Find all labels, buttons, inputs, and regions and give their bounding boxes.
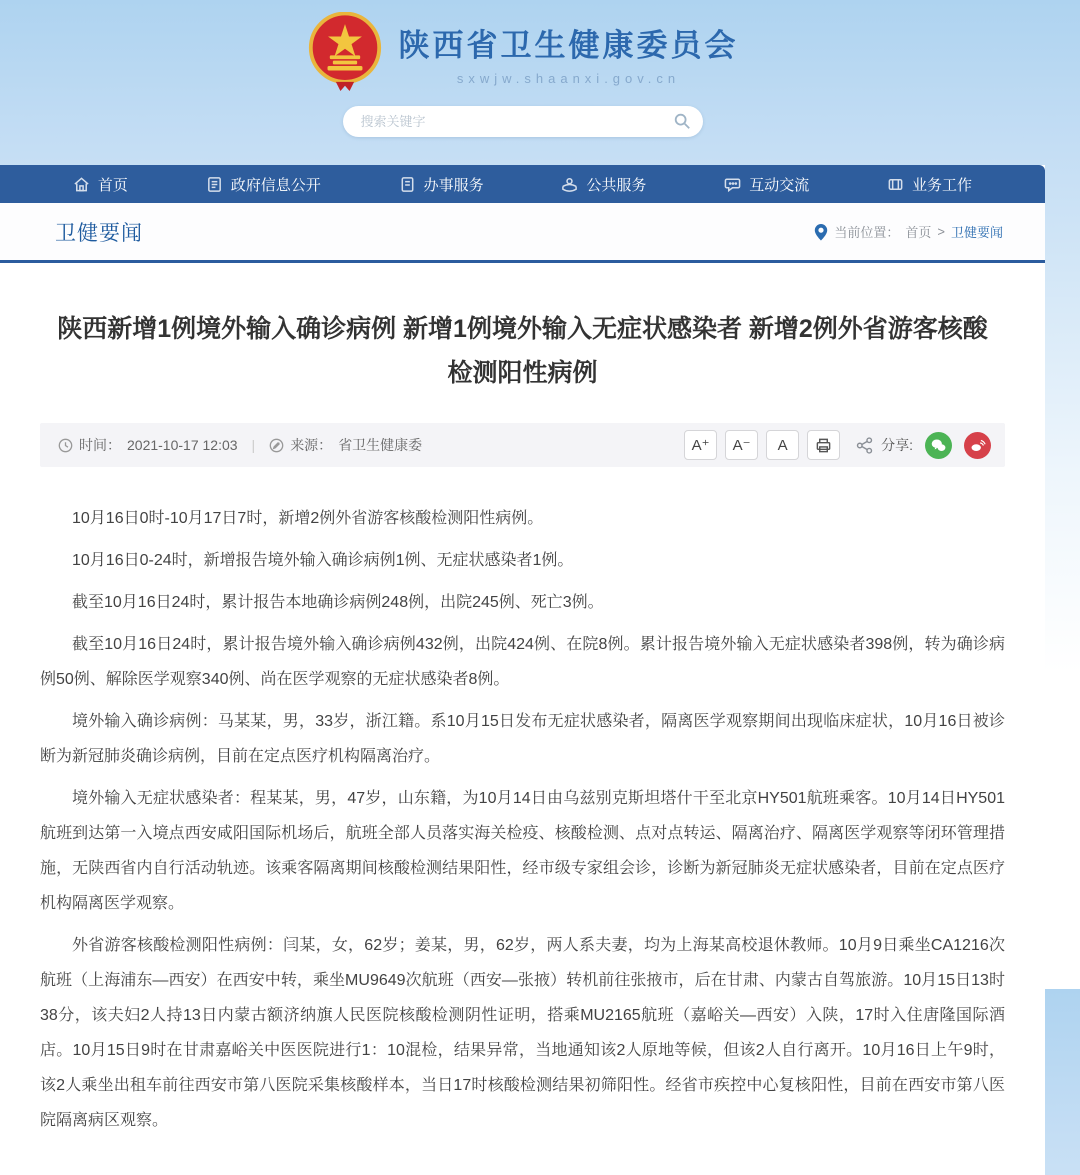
search-box: [343, 106, 703, 137]
nav-item-business[interactable]: [887, 174, 972, 195]
meta-left: [58, 435, 422, 455]
nav-label: 政府信息公开: [230, 176, 321, 194]
nav-item-public-service[interactable]: [561, 174, 646, 195]
source-label: 来源：: [290, 437, 333, 453]
font-reset-button[interactable]: A: [766, 430, 799, 460]
content-wrapper: [0, 165, 1045, 1175]
main-nav: [0, 165, 1045, 203]
printer-icon: [815, 437, 832, 454]
weibo-icon: [969, 437, 986, 454]
home-icon: [73, 176, 90, 193]
nav-item-home[interactable]: [73, 174, 128, 195]
font-smaller-button[interactable]: A⁻: [725, 430, 758, 460]
nav-item-info-disclosure[interactable]: [206, 174, 321, 195]
search-input[interactable]: [343, 114, 703, 129]
breadcrumb-home-link[interactable]: 首页: [905, 225, 932, 240]
article-paragraph: 10月16日0-24时，新增报告境外输入确诊病例1例、无症状感染者1例。: [72, 552, 574, 569]
breadcrumb: [814, 222, 1003, 241]
site-header: [0, 0, 1045, 165]
site-title: 陕西省卫生健康委员会: [398, 28, 739, 63]
article: [0, 307, 1045, 1175]
article-body: [40, 501, 1005, 1138]
section-title: 卫健要闻: [55, 221, 143, 245]
brand-text: [399, 20, 739, 86]
article-paragraph: 境外输入确诊病例：马某某，男，33岁，浙江籍。系10月15日发布无症状感染者，隔离医学观察期间出现临床症状，10月16日被诊断为新冠肺炎确诊病例，目前在定点医疗机构隔离治疗。: [40, 713, 1005, 765]
print-button[interactable]: [807, 430, 840, 460]
article-paragraph: 外省游客核酸检测阳性病例：闫某，女，62岁；姜某，男，62岁，两人系夫妻，均为上海某高校退休教师。10月9日乘坐CA1216次航班（上海浦东—西安）在西安中转，乘坐MU9649次航班（西安—张掖）转机前往张掖市，后在甘肃、内蒙古自驾旅游。10月15日13时38分，该夫妇2人持13日内蒙古额济纳旗人民医院核酸检测阴性证明，搭乘MU2165航班（嘉峪关—西安）入陕，17时入住唐隆国际酒店。10月15日9时在甘肃嘉峪关中医医院进行1：10混检，结果异常，当地通知该2人原地等候，但该2人自行离开。10月16日上午9时，该2人乘坐出租车前往西安市第八医院采集核酸样本，当日17时核酸检测结果初筛阳性。经省市疾控中心复核阳性，目前在西安市第八医院隔离病区观察。: [40, 937, 1005, 1129]
weibo-share-button[interactable]: [964, 432, 991, 459]
search-icon[interactable]: [673, 112, 691, 130]
article-paragraph: 截至10月16日24时，累计报告境外输入确诊病例432例，出院424例、在院8例。累计报告境外输入无症状感染者398例，转为确诊病例50例、解除医学观察340例、尚在医学观察的无症状感染者8例。: [40, 636, 1005, 688]
location-label: 当前位置：: [834, 225, 900, 240]
meta-right: [684, 430, 991, 460]
article-paragraph: 截至10月16日24时，累计报告本地确诊病例248例，出院245例、死亡3例。: [72, 594, 604, 611]
nav-item-work-service[interactable]: [399, 174, 484, 195]
business-icon: [887, 176, 904, 193]
share-label: 分享:: [881, 437, 913, 453]
nav-label: 首页: [97, 176, 128, 194]
wechat-share-button[interactable]: [925, 432, 952, 459]
search-row: [0, 106, 1045, 137]
nav-label: 公共服务: [586, 176, 647, 194]
article-title: 陕西新增1例境外输入确诊病例 新增1例境外输入无症状感染者 新增2例外省游客核酸检测阳性病例: [57, 315, 988, 387]
nav-label: 业务工作: [912, 176, 973, 194]
interaction-icon: [724, 176, 741, 193]
source-value: 省卫生健康委: [338, 437, 423, 453]
location-pin-icon: [814, 224, 828, 240]
site-brand: [0, 12, 1045, 94]
nav-label: 办事服务: [423, 176, 484, 194]
time-label: 时间：: [79, 437, 121, 453]
breadcrumb-current-link[interactable]: 卫健要闻: [950, 225, 1003, 240]
nav-label: 互动交流: [749, 176, 810, 194]
article-paragraph: 境外输入无症状感染者：程某某，男，47岁，山东籍，为10月14日由乌兹别克斯坦塔什干至北京HY501航班乘客。10月14日HY501航班到达第一入境点西安咸阳国际机场后，航班全部人员落实海关检疫、核酸检测、点对点转运、隔离治疗、隔离医学观察等闭环管理措施，无陕西省内自行活动轨迹。该乘客隔离期间核酸检测结果阳性，经市级专家组会诊，诊断为新冠肺炎无症状感染者，目前在定点医疗机构隔离医学观察。: [40, 790, 1005, 912]
meta-divider: |: [251, 437, 256, 453]
public-service-icon: [561, 176, 578, 193]
info-disclosure-icon: [206, 176, 223, 193]
time-value: 2021-10-17 12:03: [127, 437, 238, 453]
site-url: sxwjw.shaanxi.gov.cn: [456, 71, 681, 86]
font-larger-button[interactable]: A⁺: [684, 430, 717, 460]
national-emblem-icon: [307, 12, 383, 94]
nav-item-interaction[interactable]: [724, 174, 809, 195]
source-icon: [269, 438, 284, 453]
clock-icon: [58, 438, 73, 453]
share-icon: [856, 437, 873, 454]
article-paragraph: 10月16日0时-10月17日7时，新增2例外省游客核酸检测阳性病例。: [72, 510, 544, 527]
article-source: [269, 435, 422, 455]
work-service-icon: [399, 176, 416, 193]
breadcrumb-separator: >: [937, 224, 945, 239]
article-meta-bar: [40, 423, 1005, 467]
publish-time: [58, 435, 238, 455]
breadcrumb-bar: [0, 203, 1045, 263]
wechat-icon: [930, 437, 947, 454]
